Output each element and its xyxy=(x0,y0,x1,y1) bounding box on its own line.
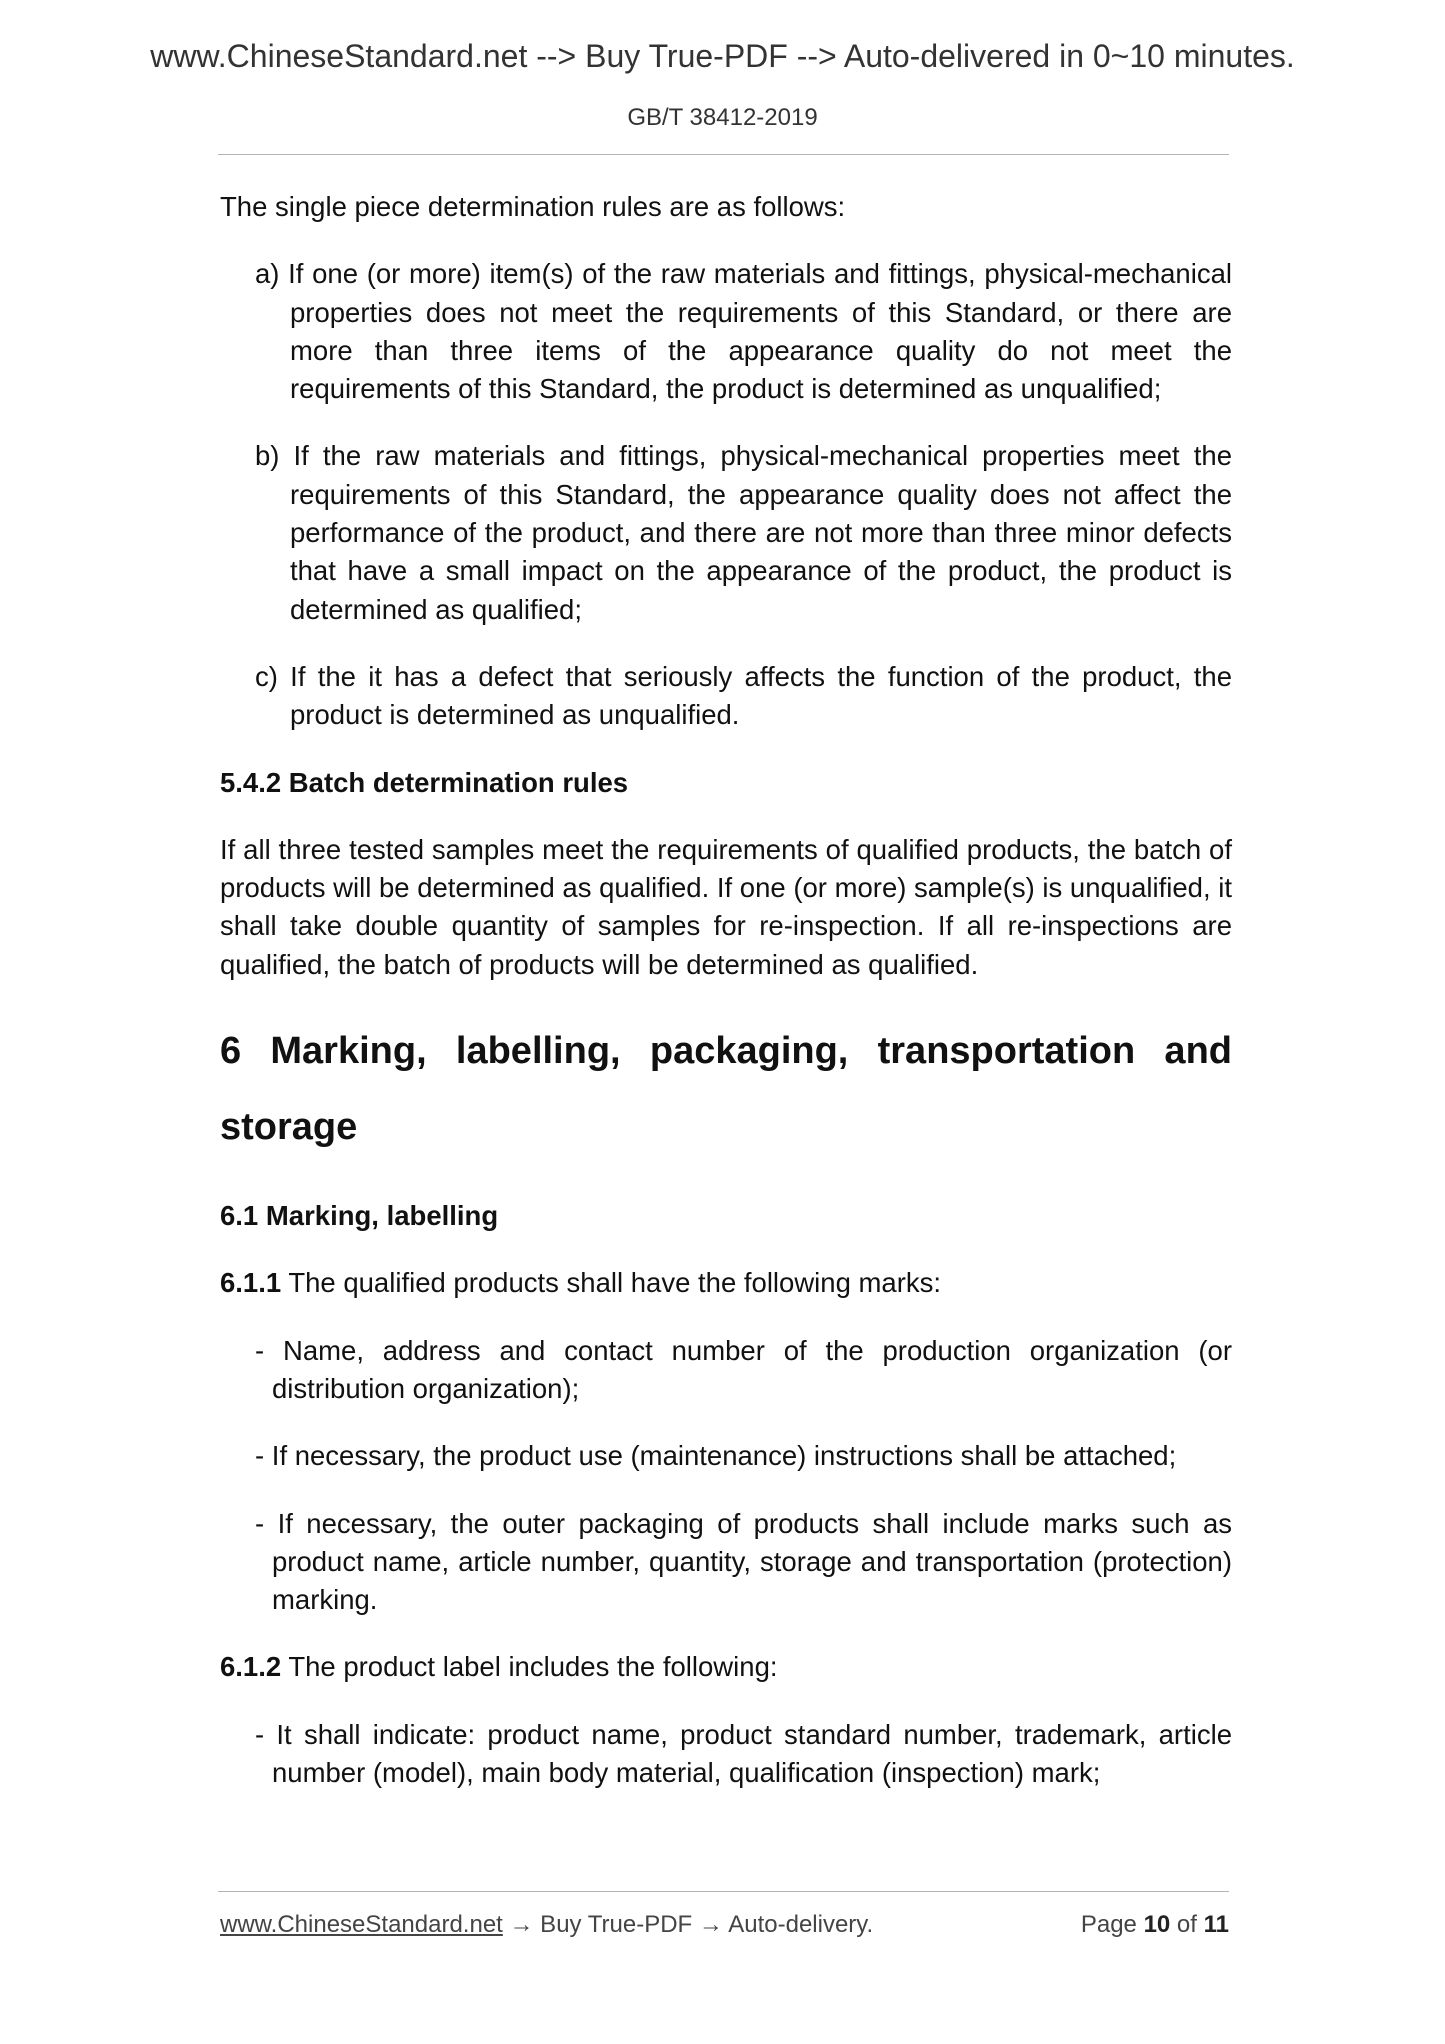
section-6-1-1-number: 6.1.1 xyxy=(220,1267,282,1299)
document-number: GB/T 38412-2019 xyxy=(627,104,818,131)
section-6-heading: 6 Marking, labelling, packaging, transportation and storage xyxy=(220,1030,1232,1149)
section-6-1-1-paragraph xyxy=(220,1264,1232,1302)
rule-item-a: a) If one (or more) item(s) of the raw materials and fittings, physical-mechanical properties does not meet the requirements of this Standard, or there are more than three items of the appearance quality do not meet the requirements of this Standard, the product is determined as unqualified; xyxy=(255,258,1232,405)
header-divider xyxy=(218,154,1229,155)
footer-tagline: → Buy True-PDF → Auto-delivery. xyxy=(502,1911,874,1938)
page-total: 11 xyxy=(1203,1911,1229,1938)
section-6-1-heading: 6.1 Marking, labelling xyxy=(220,1200,499,1232)
mark-item-1: - Name, address and contact number of the production organization (or distribution organization); xyxy=(255,1334,1232,1404)
page-of: of xyxy=(1170,1911,1204,1938)
footer-site-link[interactable]: www.ChineseStandard.net xyxy=(220,1911,503,1938)
rule-item-c: c) If the it has a defect that seriously affects the function of the product, the product is determined as unqualified. xyxy=(255,660,1232,731)
rule-item-b: b) If the raw materials and fittings, physical-mechanical properties meet the requirements of this Standard, the appearance quality does not affect the performance of the product, and there are not more than three minor defects that have a small impact on the appearance of the product, the product is determined as qualified; xyxy=(255,440,1232,625)
section-5-4-2-text: If all three tested samples meet the requirements of qualified products, the batch of products will be determined as qualified. If one (or more) sample(s) is unqualified, it shall take double quantity of samples for re-inspection. If all re-inspections are qualified, the batch of products will be determined as qualified. xyxy=(220,833,1232,980)
intro-paragraph: The single piece determination rules are as follows: xyxy=(220,191,846,222)
page-word: Page xyxy=(1080,1911,1144,1938)
top-banner: www.ChineseStandard.net --> Buy True-PDF --> Auto-delivered in 0~10 minutes. xyxy=(150,38,1295,74)
section-6-1-2-paragraph xyxy=(220,1648,1232,1686)
footer-divider xyxy=(218,1891,1229,1892)
page-indicator xyxy=(1081,1911,1229,1939)
section-6-1-1-text: The qualified products shall have the following marks: xyxy=(281,1267,942,1299)
section-6-1-2-text: The product label includes the following: xyxy=(281,1651,778,1683)
page-footer xyxy=(220,1911,1229,1939)
mark-item-3: - If necessary, the outer packaging of products shall include marks such as product name, article number, quantity, storage and transportation (protection) marking. xyxy=(255,1507,1232,1616)
section-6-1-2-number: 6.1.2 xyxy=(220,1651,282,1683)
page-current: 10 xyxy=(1143,1911,1171,1938)
mark-item-2: - If necessary, the product use (maintenance) instructions shall be attached; xyxy=(255,1440,1177,1472)
label-item-1: - It shall indicate: product name, product standard number, trademark, article number (model), main body material, qualification (inspection) mark; xyxy=(255,1718,1232,1789)
page-content xyxy=(220,188,1232,1821)
section-5-4-2-heading: 5.4.2 Batch determination rules xyxy=(220,766,629,798)
